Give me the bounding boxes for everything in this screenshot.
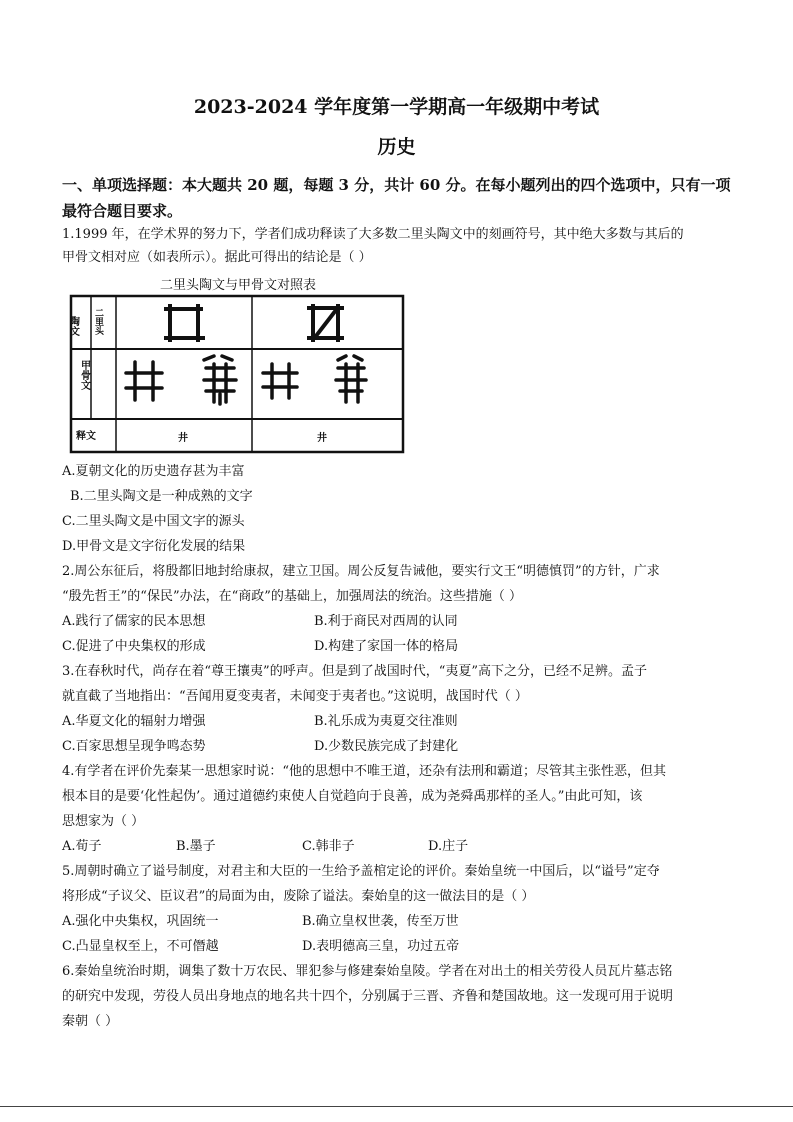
q1-option-c[interactable]: C.二里头陶文是中国文字的源头 xyxy=(62,514,245,529)
oracle-glyph-4 xyxy=(336,356,366,402)
q2-option-c[interactable]: C.促进了中央集权的形成 xyxy=(62,639,206,654)
q6-line-2: 的研究中发现，劳役人员出身地点的地名共十四个，分别属于三晋、齐鲁和楚国故地。这一发现可用于说明 xyxy=(62,989,674,1004)
q2-line-1: 2.周公东征后，将殷都旧地封给康叔，建立卫国。周公反复告诫他，要实行文王“明德慎罚”的方针，广求 xyxy=(62,564,660,579)
q4-line-3: 思想家为（ ） xyxy=(62,814,145,829)
comparison-table xyxy=(67,294,406,456)
q3-option-a[interactable]: A.华夏文化的辐射力增强 xyxy=(62,714,206,729)
q3-option-d[interactable]: D.少数民族完成了封建化 xyxy=(314,739,459,754)
row-sublabel-erlitou: 二里头 xyxy=(93,308,103,335)
q1-line-1: 1.1999 年，在学术界的努力下，学者们成功释读了大多数二里头陶文中的刻画符号，其中绝大多数与其后的 xyxy=(62,227,684,242)
q2-option-a[interactable]: A.践行了儒家的民本思想 xyxy=(62,614,206,629)
q2-option-d[interactable]: D.构建了家国一体的格局 xyxy=(314,639,459,654)
row-label-gloss: 释文 xyxy=(76,431,96,442)
q6-line-1: 6.秦始皇统治时期，调集了数十万农民、罪犯参与修建秦始皇陵。学者在对出土的相关劳役人员瓦片墓志铭 xyxy=(62,964,673,979)
oracle-glyph-3 xyxy=(263,364,297,398)
q4-option-a[interactable]: A.荀子 xyxy=(62,839,102,854)
q5-line-1: 5.周朝时确立了谥号制度，对君主和大臣的一生给予盖棺定论的评价。秦始皇统一中国后，以“谥号”定夺 xyxy=(62,864,660,879)
gloss-left: 井 xyxy=(178,433,188,444)
q4-option-d[interactable]: D.庄子 xyxy=(428,839,469,854)
q1-option-d[interactable]: D.甲骨文是文字衍化发展的结果 xyxy=(62,539,246,554)
q2-option-b[interactable]: B.利于商民对西周的认同 xyxy=(314,614,458,629)
gloss-right: 井 xyxy=(317,433,327,444)
subject-title: 历史 xyxy=(377,136,416,158)
pottery-glyph-2 xyxy=(309,306,342,340)
q4-line-2: 根本目的是要‘化性起伪’。通过道德约束使人自觉趋向于良善，成为尧舜禹那样的圣人。”由此可知，该 xyxy=(62,789,643,804)
q1-option-a[interactable]: A.夏朝文化的历史遗存甚为丰富 xyxy=(62,464,245,479)
oracle-glyph-1 xyxy=(126,362,162,400)
exam-title: 2023-2024 学年度第一学期高一年级期中考试 xyxy=(193,96,600,118)
q4-option-b[interactable]: B.墨子 xyxy=(176,839,216,854)
q5-option-d[interactable]: D.表明德高三皇，功过五帝 xyxy=(302,939,460,954)
q1-line-2: 甲骨文相对应（如表所示）。据此可得出的结论是（ ） xyxy=(62,250,372,265)
q5-option-b[interactable]: B.确立皇权世袭，传至万世 xyxy=(302,914,459,929)
q5-option-a[interactable]: A.强化中央集权，巩固统一 xyxy=(62,914,219,929)
q3-line-2: 就直截了当地指出：“吾闻用夏变夷者，未闻变于夷者也。”这说明，战国时代（ ） xyxy=(62,689,528,704)
section-heading: 一、单项选择题：本大题共 20 题，每题 3 分，共计 60 分。在每小题列出的四个选项中，只有一项最符合题目要求。 xyxy=(62,176,731,220)
q4-option-c[interactable]: C.韩非子 xyxy=(302,839,355,854)
q5-option-c[interactable]: C.凸显皇权至上，不可僭越 xyxy=(62,939,219,954)
q1-option-b[interactable]: B.二里头陶文是一种成熟的文字 xyxy=(70,489,253,504)
page-bottom-rule xyxy=(0,1106,793,1107)
q2-line-2: “殷先哲王”的“保民”办法，在“商政”的基础上，加强周法的统治。这些措施（ ） xyxy=(62,589,523,604)
pottery-glyph-1 xyxy=(166,306,203,340)
q5-line-2: 将形成“子议父、臣议君”的局面为由，废除了谥法。秦始皇的这一做法目的是（ ） xyxy=(62,889,535,904)
row-label-pottery: 陶文 xyxy=(67,316,79,336)
q4-line-1: 4.有学者在评价先秦某一思想家时说：“他的思想中不唯王道，还杂有法刑和霸道；尽管其主张性恶，但其 xyxy=(62,764,667,779)
q6-line-3: 秦朝（ ） xyxy=(62,1014,119,1029)
table-caption: 二里头陶文与甲骨文对照表 xyxy=(160,278,317,293)
q3-option-b[interactable]: B.礼乐成为夷夏交往准则 xyxy=(314,714,458,729)
row-label-oracle: 甲骨文 xyxy=(78,360,90,390)
q3-line-1: 3.在春秋时代，尚存在着“尊王攘夷”的呼声。但是到了战国时代，“夷夏”高下之分，已经不足辨。孟子 xyxy=(62,664,647,679)
oracle-glyph-2 xyxy=(204,356,236,404)
q3-option-c[interactable]: C.百家思想呈现争鸣态势 xyxy=(62,739,206,754)
